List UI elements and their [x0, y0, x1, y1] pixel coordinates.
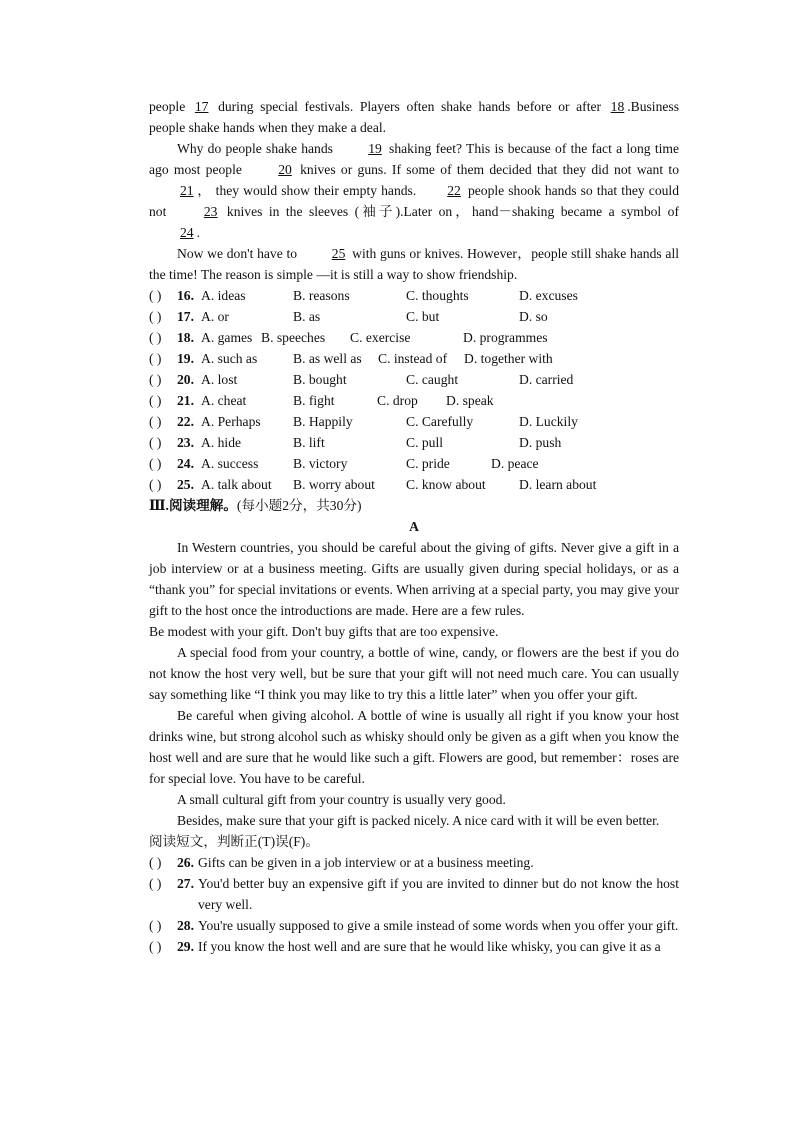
option-row: [149, 453, 679, 474]
option-b: B. Happily: [293, 414, 353, 429]
option-row: [149, 348, 679, 369]
option-a: A. games: [201, 330, 253, 345]
option-row: [149, 327, 679, 348]
tf-instruction: 阅读短文，判断正(T)误(F)。: [149, 834, 319, 849]
option-b: B. reasons: [293, 288, 350, 303]
tf-question: [149, 852, 679, 873]
option-a: A. lost: [201, 372, 238, 387]
tf-question: [149, 936, 679, 957]
question-text: If you know the host well and are sure that he would like whisky, you can give it as a: [198, 939, 661, 954]
worksheet-page: [149, 96, 679, 957]
text: .Business people shake hands when they make a deal.: [149, 99, 679, 135]
question-number: 23.: [177, 435, 194, 450]
answer-paren[interactable]: ( ): [149, 939, 162, 954]
option-c: C. pull: [406, 435, 444, 450]
text: Now we don't have to: [177, 246, 301, 261]
text: .: [196, 225, 200, 240]
question-text: You'd better buy an expensive gift if you are invited to dinner but do not know the host very well.: [198, 876, 679, 912]
answer-paren[interactable]: ( ): [149, 288, 162, 303]
reading-paragraph-1: In Western countries, you should be careful about the giving of gifts. Never give a gift in a job interview or at a business meeting. Gifts are usually given during special holidays, or as a “thank you” for special invitations or events. When arriving at a special party, you may give your gift to the host once the introductions are made. Here are a few rules.: [149, 540, 679, 618]
option-a: A. cheat: [201, 393, 247, 408]
reading-paragraph-2: Be modest with your gift. Don't buy gifts that are too expensive.: [149, 624, 499, 639]
option-c: C. know about: [406, 477, 486, 492]
question-number: 20.: [177, 372, 194, 387]
text: people: [149, 99, 192, 114]
option-c: C. drop: [377, 393, 418, 408]
blank-20: 20: [278, 162, 292, 177]
option-b: B. as: [293, 309, 321, 324]
answer-paren[interactable]: ( ): [149, 435, 162, 450]
question-text: You're usually supposed to give a smile instead of some words when you offer your gift.: [198, 918, 679, 933]
text: ， they would show their empty hands.: [196, 183, 417, 198]
tf-question-list: [149, 852, 679, 957]
question-text: Gifts can be given in a job interview or at a business meeting.: [198, 855, 534, 870]
text: knives in the sleeves (袖子).Later on，hand－shaking became a symbol of: [220, 204, 679, 219]
question-number: 16.: [177, 288, 194, 303]
answer-paren[interactable]: ( ): [149, 876, 162, 891]
answer-paren[interactable]: ( ): [149, 372, 162, 387]
reading-paragraph-6: Besides, make sure that your gift is packed nicely. A nice card with it will be even better.: [177, 813, 660, 828]
blank-17: 17: [194, 99, 209, 114]
option-a: A. or: [201, 309, 229, 324]
option-d: D. so: [519, 309, 548, 324]
option-b: B. as well as: [293, 351, 362, 366]
answer-paren[interactable]: ( ): [149, 855, 162, 870]
question-number: 25.: [177, 477, 194, 492]
option-d: D. programmes: [463, 330, 548, 345]
answer-paren[interactable]: ( ): [149, 918, 162, 933]
answer-paren[interactable]: ( ): [149, 456, 162, 471]
question-number: 17.: [177, 309, 194, 324]
option-d: D. carried: [519, 372, 574, 387]
option-c: C. but: [406, 309, 440, 324]
text: knives or guns. If some of them decided that they did not want to: [294, 162, 679, 177]
blank-24: 24: [180, 225, 194, 240]
option-d: D. together with: [464, 351, 553, 366]
text: shaking feet? This is because of the fact a long time ago most people: [149, 141, 679, 177]
option-row: [149, 432, 679, 453]
option-a: A. talk about: [201, 477, 272, 492]
answer-paren[interactable]: ( ): [149, 477, 162, 492]
answer-paren[interactable]: ( ): [149, 309, 162, 324]
question-number: 27.: [177, 876, 194, 891]
option-c: C. thoughts: [406, 288, 469, 303]
option-row: [149, 369, 679, 390]
option-c: C. instead of: [378, 351, 448, 366]
blank-21: 21: [180, 183, 194, 198]
answer-paren[interactable]: ( ): [149, 351, 162, 366]
cloze-paragraph-2: [149, 138, 679, 243]
option-c: C. caught: [406, 372, 459, 387]
answer-paren[interactable]: ( ): [149, 330, 162, 345]
option-row: [149, 411, 679, 432]
option-a: A. ideas: [201, 288, 246, 303]
question-number: 22.: [177, 414, 194, 429]
cloze-paragraph-1: [149, 96, 679, 138]
blank-18: 18: [610, 99, 625, 114]
question-number: 29.: [177, 939, 194, 954]
blank-19: 19: [368, 141, 382, 156]
answer-paren[interactable]: ( ): [149, 393, 162, 408]
option-a: A. such as: [201, 351, 258, 366]
option-c: C. pride: [406, 456, 450, 471]
tf-question: [149, 915, 679, 936]
option-row: [149, 306, 679, 327]
blank-25: 25: [331, 246, 346, 261]
answer-paren[interactable]: ( ): [149, 414, 162, 429]
tf-question: [149, 873, 679, 915]
text: people shook hands so that they could not: [149, 183, 680, 219]
reading-paragraph-3: A special food from your country, a bottle of wine, candy, or flowers are the best if you do not know the host very well, but be sure that your gift will not need much care. You can usually say something like “I think you may like to try this a little later” when you offer your gift.: [149, 645, 679, 702]
question-number: 18.: [177, 330, 194, 345]
question-number: 26.: [177, 855, 194, 870]
text: with guns or knives. However，people still shake hands all the time! The reason is simple —it is still a way to show friendship.: [149, 246, 680, 282]
option-d: D. learn about: [519, 477, 597, 492]
option-row: [149, 285, 679, 306]
text: during special festivals. Players often shake hands before or after: [211, 99, 608, 114]
option-a: A. Perhaps: [201, 414, 261, 429]
option-b: B. worry about: [293, 477, 375, 492]
option-d: D. peace: [491, 456, 539, 471]
cloze-options-list: [149, 285, 679, 495]
question-number: 21.: [177, 393, 194, 408]
option-d: D. speak: [446, 393, 494, 408]
option-row: [149, 390, 679, 411]
option-d: D. Luckily: [519, 414, 578, 429]
option-b: B. bought: [293, 372, 347, 387]
option-b: B. speeches: [261, 330, 326, 345]
blank-23: 23: [203, 204, 218, 219]
option-b: B. fight: [293, 393, 335, 408]
option-d: D. push: [519, 435, 562, 450]
cloze-paragraph-3: [149, 243, 679, 285]
blank-22: 22: [447, 183, 461, 198]
option-b: B. victory: [293, 456, 348, 471]
section-title: Ⅲ.阅读理解。: [149, 498, 237, 513]
option-a: A. hide: [201, 435, 242, 450]
reading-paragraph-4: Be careful when giving alcohol. A bottle of wine is usually all right if you know your host drinks wine, but strong alcohol such as whisky should only be given as a gift when you know the host well and are sure that he would like such a gift. Flowers are good, but remember：roses are for special love. You have to be careful.: [149, 708, 679, 786]
option-d: D. excuses: [519, 288, 578, 303]
section-heading: [149, 495, 679, 516]
reading-paragraph-5: A small cultural gift from your country is usually very good.: [177, 792, 506, 807]
question-number: 19.: [177, 351, 194, 366]
question-number: 24.: [177, 456, 194, 471]
option-b: B. lift: [293, 435, 325, 450]
option-c: C. Carefully: [406, 414, 474, 429]
option-c: C. exercise: [350, 330, 411, 345]
option-a: A. success: [201, 456, 259, 471]
passage-label: A: [409, 519, 419, 534]
section-score-note: (每小题2分，共30分): [236, 498, 362, 513]
option-row: [149, 474, 679, 495]
text: Why do people shake hands: [177, 141, 338, 156]
question-number: 28.: [177, 918, 194, 933]
